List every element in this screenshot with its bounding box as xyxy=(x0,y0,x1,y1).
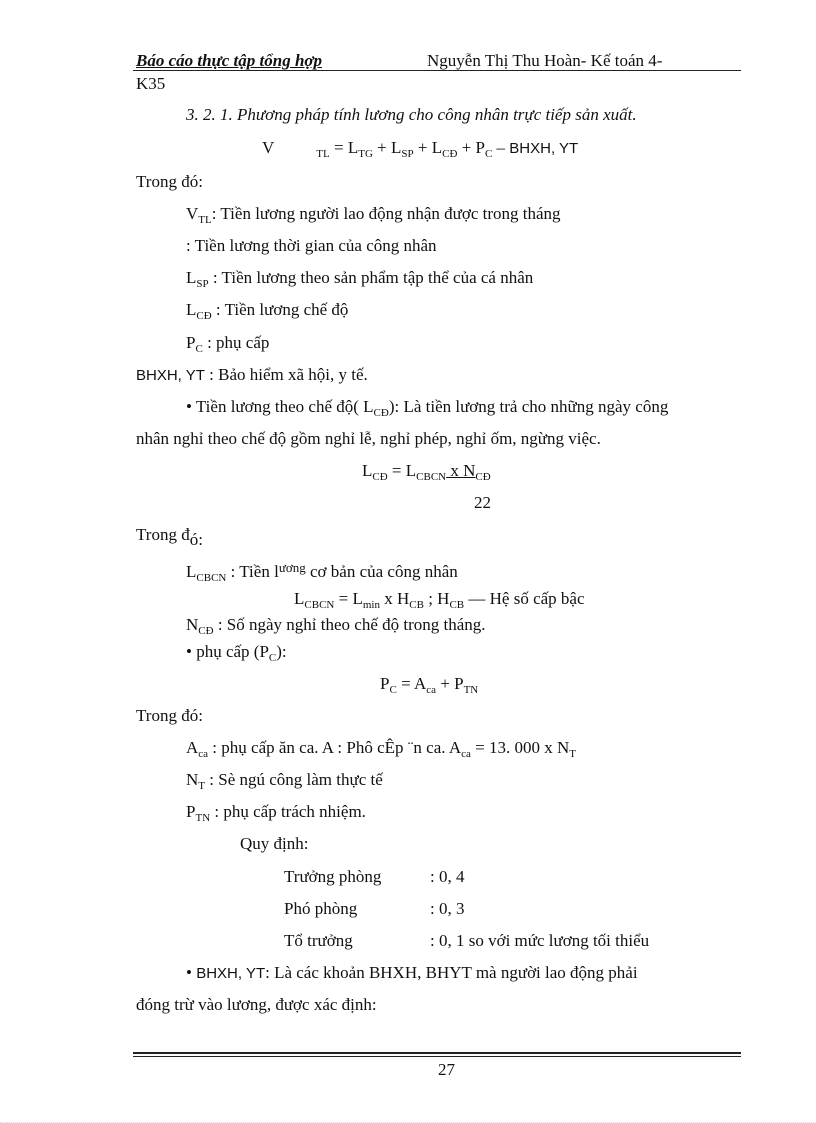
header-author: Nguyễn Thị Thu Hoàn- Kế toán 4- xyxy=(427,51,663,70)
header-title: Báo cáo thực tập tổng hợp xyxy=(136,51,323,70)
rule-role: Phó phòng xyxy=(284,899,358,918)
page-number: 27 xyxy=(438,1060,455,1079)
def-aca: $A_{ca}$ : phụ cấp ăn ca. A : Phô cÊp ¨n ca. $A_{ca} = 13$. 000 x $N_T$ xyxy=(186,738,576,760)
rules-heading: Quy định: xyxy=(240,834,309,853)
rule-value: : 0, 3 xyxy=(430,899,465,918)
def-lcd: $L_{CĐ}$ : Tiền lương chế độ xyxy=(186,300,349,322)
header-author-continuation: K35 xyxy=(136,74,166,93)
def-ltg: : Tiền lương thời gian của công nhân xyxy=(186,236,437,255)
def-pc: $P_C$ : phụ cấp xyxy=(186,333,270,355)
def-lsp: $L_{SP}$ : Tiền lương theo sản phẩm tập thể của cá nhân xyxy=(186,268,534,290)
rule-value: : 0, 4 xyxy=(430,867,465,886)
def-ptn: $P_{TN}$ : phụ cấp trách nhiệm. xyxy=(186,802,366,824)
where-label-1: Trong đó: xyxy=(136,172,203,191)
formula-regime-wage: $L_{CĐ} = L_{CBCN}$ x $N_{CĐ}$ xyxy=(362,461,491,483)
rule-role: Trưởng phòng xyxy=(284,867,382,886)
bullet-regime-wage: • Tiền lương theo chế độ( $L_{CĐ}$): Là tiền lương trả cho những ngày công xyxy=(186,397,669,419)
def-ncd: $N_{CĐ}$ : Số ngày nghỉ theo chế độ trong tháng. xyxy=(186,615,486,637)
def-vtl: $V_{TL}$: Tiền lương người lao động nhận được trong tháng xyxy=(186,204,561,226)
section-heading: 3. 2. 1. Phương pháp tính lương cho công nhân trực tiếp sản xuất. xyxy=(186,105,637,124)
bullet-regime-wage-line2: nhân nghỉ theo chế độ gồm nghỉ lễ, nghỉ phép, nghỉ ốm, ngừng việc. xyxy=(136,429,601,448)
formula-allowance: $P_C = A_{ca} + P_{TN}$ xyxy=(380,674,479,696)
bullet-insurance-line2: đóng trừ vào lương, được xác định: xyxy=(136,995,377,1014)
def-lcbcn: $L_{CBCN}$ : Tiền $l^{ương}$ cơ bản của công nhân xyxy=(186,560,458,584)
where-label-3: Trong đó: xyxy=(136,706,203,725)
where-label-2: Trong đó: xyxy=(136,525,203,549)
header-rule xyxy=(133,70,741,71)
formula-base-wage: $L_{CBCN} = L_{min}$ x $H_{CB}$ ; $H_{CB}$ — Hệ số cấp bậc xyxy=(294,589,585,611)
footer-rule-thick xyxy=(133,1052,741,1054)
rule-role: Tổ trưởng xyxy=(284,931,353,950)
formula-total-wage: V $_{TL} = L_{TG} + L_{SP} + L_{CĐ} + P_C$ – BHXH, YT xyxy=(262,138,579,160)
formula-regime-denominator: 22 xyxy=(474,493,491,512)
def-nt: $N_T$ : Sè ngú công làm thực tế xyxy=(186,770,383,792)
bullet-allowance: • phụ cấp $(P_C)$: xyxy=(186,642,287,664)
bullet-insurance: • BHXH, YT: Là các khoản BHXH, BHYT mà người lao động phải xyxy=(186,963,638,982)
def-bhxh: BHXH, YT : Bảo hiểm xã hội, y tế. xyxy=(136,365,368,384)
rule-value: : 0, 1 so với mức lương tối thiểu xyxy=(430,931,650,950)
footer-rule-thin xyxy=(133,1056,741,1057)
